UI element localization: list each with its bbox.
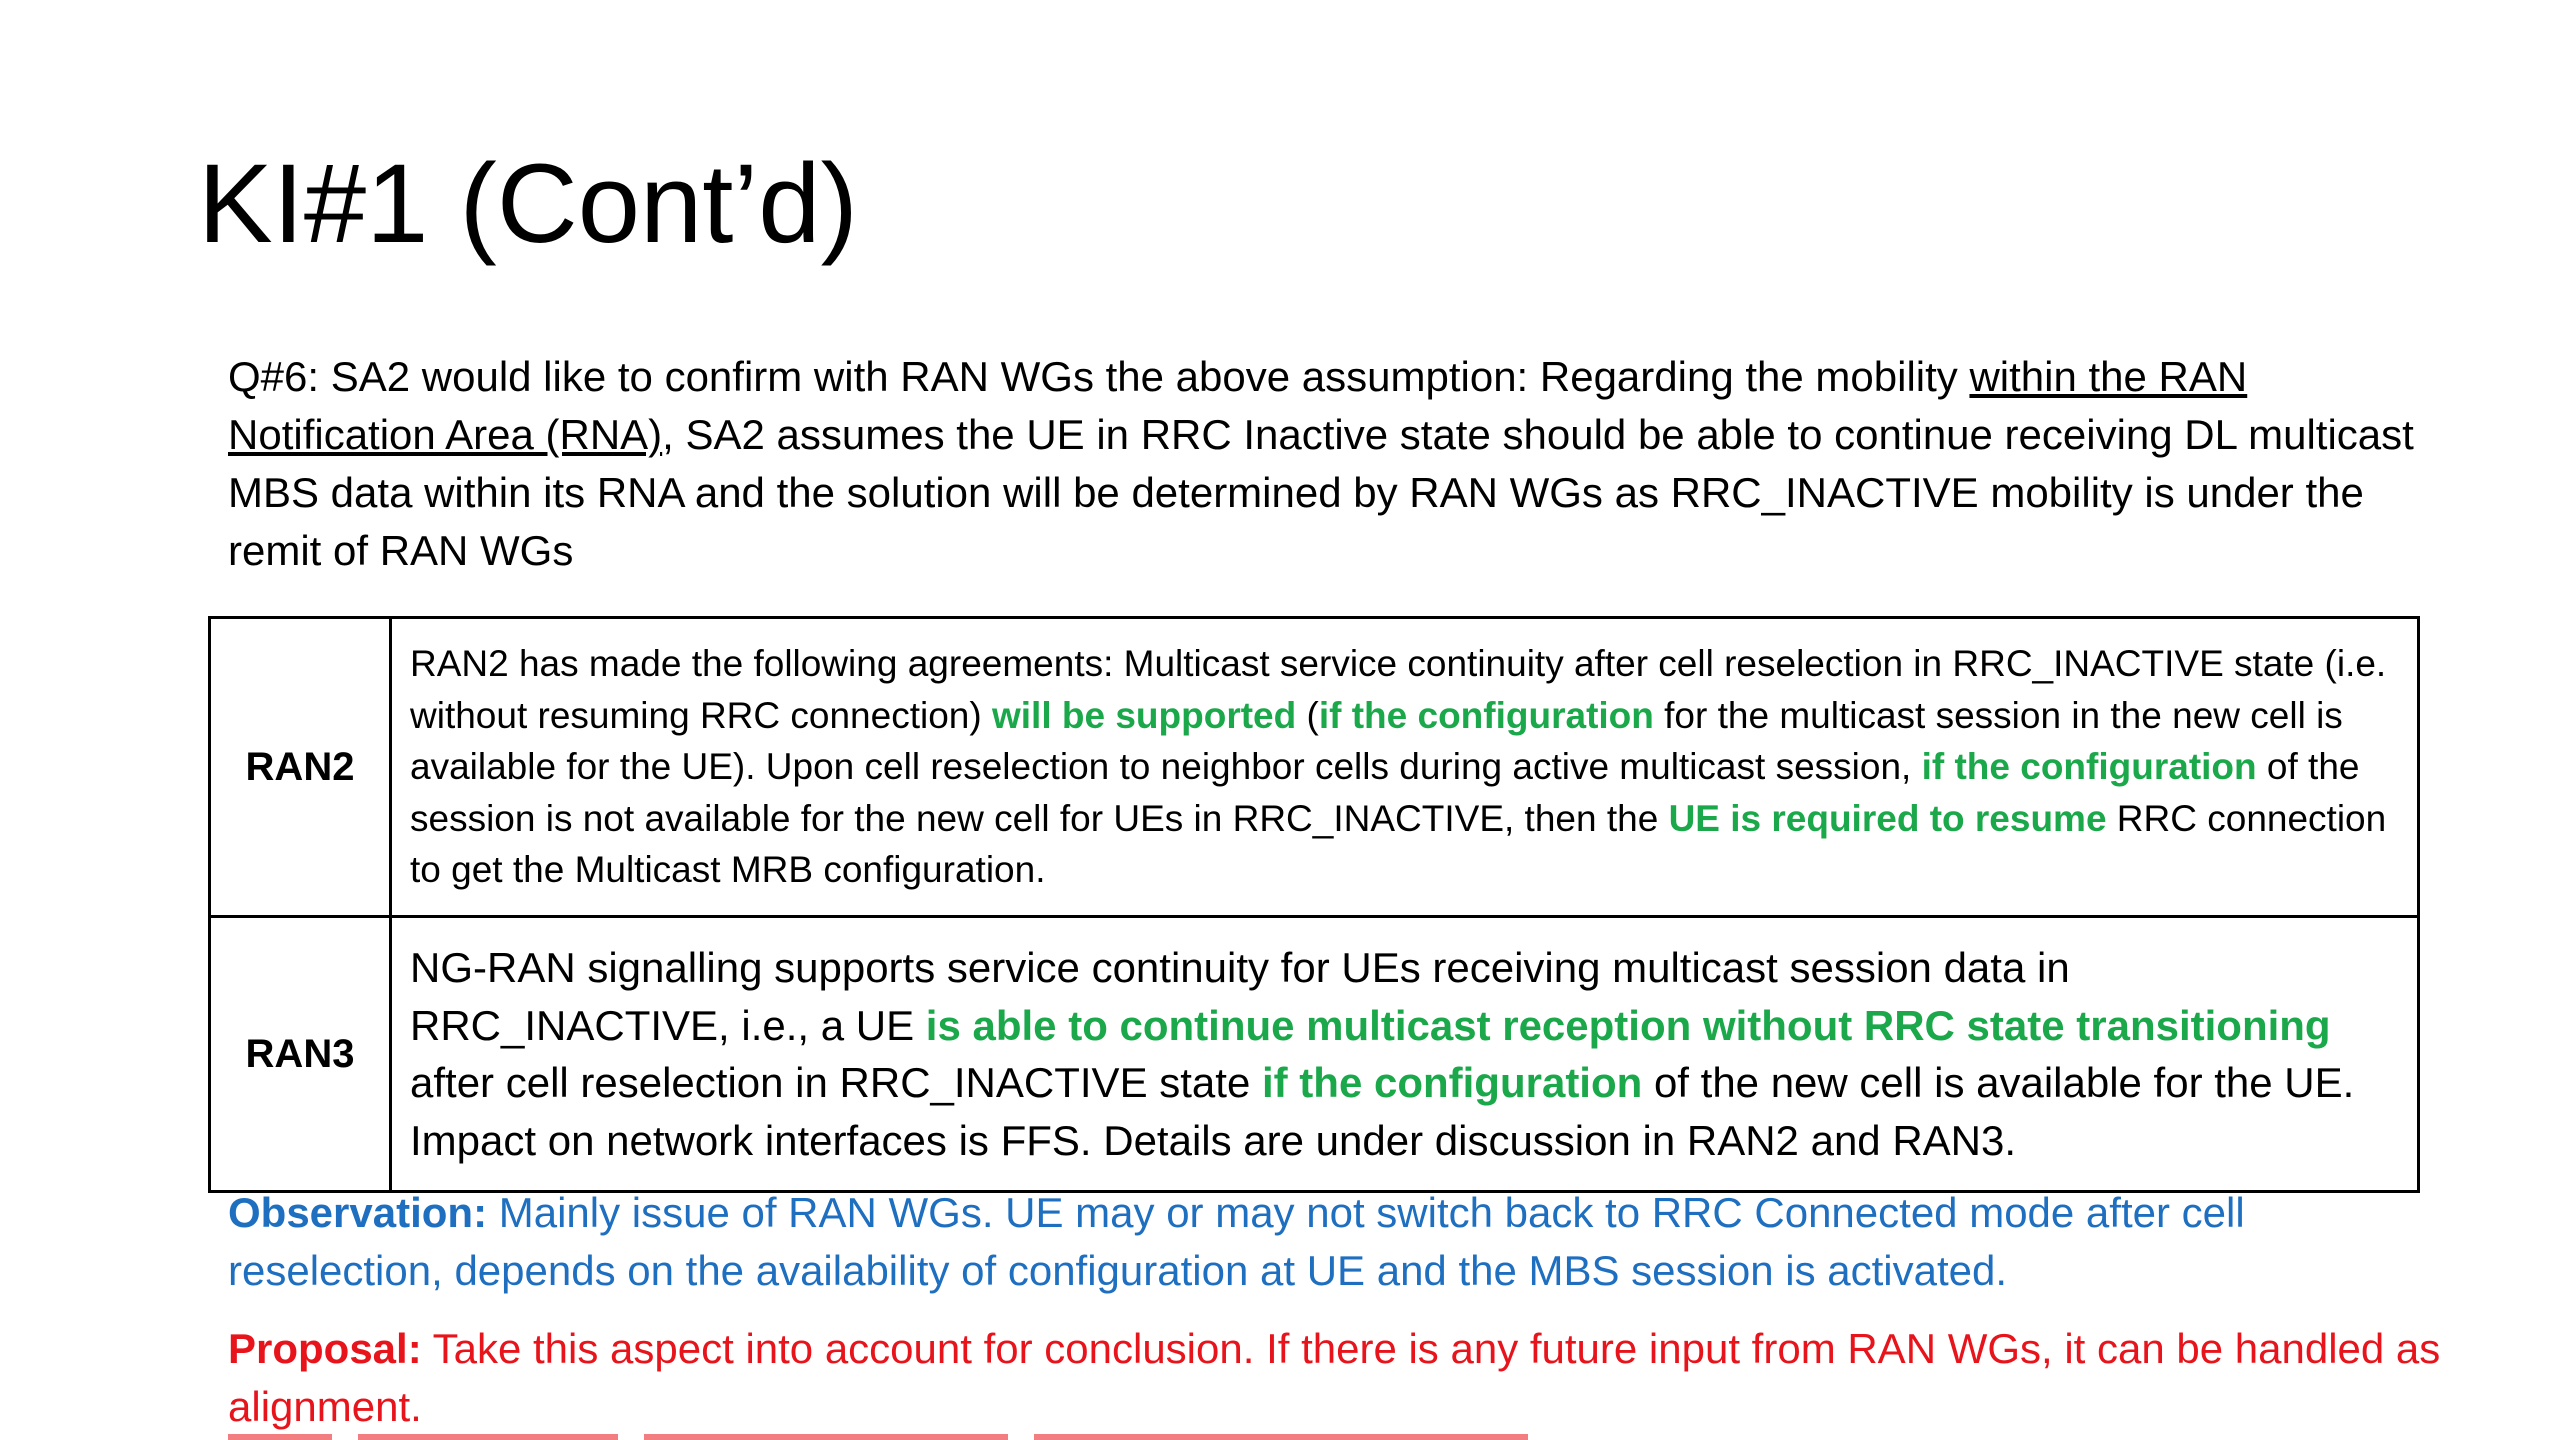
ran3-highlight: is able to continue multicast reception without RRC state transitioning xyxy=(925,1001,2331,1049)
ran2-text: for the multicast session in the new cell is available for the UE). Upon cell reselection to neighbor cells during active multicast session, xyxy=(410,694,2343,788)
row-label-ran2: RAN2 xyxy=(210,618,391,917)
ran3-text: of the new cell is available for the UE. Impact on network interfaces is FFS. Details are under discussion in RAN2 and RAN3. xyxy=(410,1059,2355,1164)
observation-paragraph xyxy=(228,1184,2458,1300)
observation-label: Observation: xyxy=(228,1189,488,1236)
slide-title: KI#1 (Cont’d) xyxy=(198,141,858,266)
ran2-highlight: will be supported xyxy=(991,694,1297,736)
ran3-text: NG-RAN signalling supports service continuity for UEs receiving multicast session data in RRC_INACTIVE, i.e., a UE xyxy=(410,944,2070,1049)
ran-agreements-table xyxy=(208,616,2420,1193)
table-row-ran3 xyxy=(210,917,2419,1192)
ran2-text: ( xyxy=(1296,694,1319,736)
question-underlined-rna: within the RAN Notification Area (RNA) xyxy=(228,353,2248,458)
ran3-highlight: if the configuration xyxy=(1261,1059,1643,1106)
ran2-text: RRC connection to get the Multicast MRB configuration. xyxy=(410,797,2387,891)
row-label-ran3: RAN3 xyxy=(210,917,391,1192)
ran2-text: RAN2 has made the following agreements: Multicast service continuity after cell reselection in RRC_INACTIVE state (i.e. without resuming RRC connection) xyxy=(410,643,2387,736)
clipped-text-line xyxy=(228,1434,1528,1440)
table-row-ran2 xyxy=(210,618,2419,917)
observation-text: Mainly issue of RAN WGs. UE may or may not switch back to RRC Connected mode after cell reselection, depends on the availability of configuration at UE and the MBS session is activated. xyxy=(228,1189,2245,1294)
ran2-highlight: UE is required to resume xyxy=(1668,797,2107,839)
question-paragraph xyxy=(228,348,2458,580)
row-body-ran2 xyxy=(391,618,2419,917)
proposal-label: Proposal: xyxy=(228,1325,422,1372)
ran2-highlight: if the configuration xyxy=(1318,694,1654,736)
proposal-text: Take this aspect into account for conclusion. If there is any future input from RAN WGs, it can be handled as alignment. xyxy=(228,1325,2441,1430)
row-body-ran3 xyxy=(391,917,2419,1192)
proposal-paragraph xyxy=(228,1320,2458,1436)
ran2-highlight: if the configuration xyxy=(1921,746,2257,788)
question-text-part2: , SA2 assumes the UE in RRC Inactive state should be able to continue receiving DL multicast MBS data within its RNA and the solution will be determined by RAN WGs as RRC_INACTIVE mobility is under the remit of RAN WGs xyxy=(228,411,2414,574)
question-text-part1: Q#6: SA2 would like to confirm with RAN WGs the above assumption: Regarding the mobility xyxy=(228,353,1970,400)
ran2-text: of the session is not available for the new cell for UEs in RRC_INACTIVE, then the xyxy=(410,746,2360,839)
ran3-text: after cell reselection in RRC_INACTIVE state xyxy=(410,1059,1262,1106)
